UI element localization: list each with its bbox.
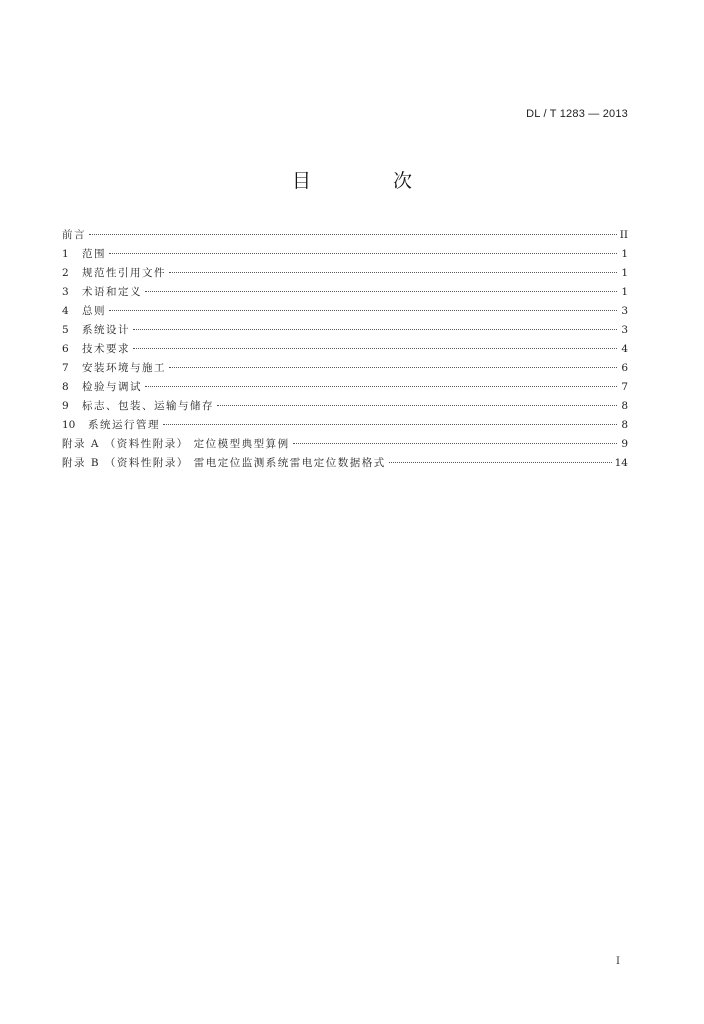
toc-entry-page: 9 — [621, 438, 628, 450]
toc-entry-page: 3 — [621, 324, 628, 336]
toc-entry-foreword[interactable] — [62, 226, 628, 245]
toc-entry-label: 规范性引用文件 — [82, 267, 166, 279]
page-title: 目 次 — [291, 170, 451, 192]
toc-entry-page: 7 — [621, 381, 628, 393]
toc-leader-dots — [133, 348, 617, 349]
toc-entry-number: 7 — [62, 362, 69, 374]
toc-entry-label: 术语和定义 — [82, 286, 142, 298]
toc-entry-4[interactable] — [62, 302, 628, 321]
toc-entry-number: 2 — [62, 267, 69, 279]
toc-entry-page: 6 — [621, 362, 628, 374]
toc-entry-appendix-b[interactable] — [62, 454, 628, 473]
toc-entry-label: 系统设计 — [82, 324, 130, 336]
toc-entry-7[interactable] — [62, 359, 628, 378]
toc-entry-number: 5 — [62, 324, 69, 336]
toc-entry-label: 标志、包装、运输与储存 — [82, 400, 214, 412]
toc-leader-dots — [145, 291, 617, 292]
toc-entry-number: 4 — [62, 305, 69, 317]
toc-entry-label: 附录 A （资料性附录） 定位模型典型算例 — [62, 438, 290, 450]
toc-entry-page: 4 — [621, 343, 628, 355]
toc-entry-8[interactable] — [62, 378, 628, 397]
toc-entry-number: 8 — [62, 381, 69, 393]
toc-entry-page: 1 — [621, 286, 628, 298]
toc-entry-page: 1 — [621, 267, 628, 279]
toc-leader-dots — [169, 272, 617, 273]
toc-leader-dots — [89, 234, 617, 235]
toc-entry-label: 前言 — [62, 229, 86, 241]
toc-entry-3[interactable] — [62, 283, 628, 302]
toc-leader-dots — [389, 462, 612, 463]
toc-entry-label: 技术要求 — [82, 343, 130, 355]
toc-entry-label: 附录 B （资料性附录） 雷电定位监测系统雷电定位数据格式 — [62, 457, 386, 469]
toc-leader-dots — [293, 443, 617, 444]
toc-entry-page: II — [619, 229, 628, 241]
toc-entry-6[interactable] — [62, 340, 628, 359]
standard-code: DL / T 1283 — 2013 — [526, 108, 628, 120]
toc-entry-label: 检验与调试 — [82, 381, 142, 393]
toc-entry-number: 6 — [62, 343, 69, 355]
toc-leader-dots — [133, 329, 617, 330]
toc-entry-5[interactable] — [62, 321, 628, 340]
page-number: I — [616, 956, 620, 967]
toc-entry-number: 9 — [62, 400, 69, 412]
toc-entry-label: 总则 — [82, 305, 106, 317]
toc-leader-dots — [145, 386, 617, 387]
toc-entry-9[interactable] — [62, 397, 628, 416]
toc-entry-page: 14 — [614, 457, 628, 469]
toc-entry-number: 10 — [62, 419, 76, 431]
toc-leader-dots — [109, 310, 617, 311]
toc-entry-page: 8 — [621, 400, 628, 412]
toc-leader-dots — [217, 405, 617, 406]
table-of-contents — [62, 226, 628, 473]
toc-entry-appendix-a[interactable] — [62, 435, 628, 454]
toc-entry-10[interactable] — [62, 416, 628, 435]
toc-entry-label: 系统运行管理 — [88, 419, 160, 431]
toc-leader-dots — [163, 424, 617, 425]
toc-leader-dots — [109, 253, 617, 254]
toc-entry-label: 范围 — [82, 248, 106, 260]
toc-entry-page: 8 — [621, 419, 628, 431]
toc-entry-page: 3 — [621, 305, 628, 317]
toc-leader-dots — [169, 367, 617, 368]
toc-entry-1[interactable] — [62, 245, 628, 264]
toc-entry-page: 1 — [621, 248, 628, 260]
toc-entry-label: 安装环境与施工 — [82, 362, 166, 374]
toc-entry-2[interactable] — [62, 264, 628, 283]
toc-entry-number: 3 — [62, 286, 69, 298]
toc-entry-number: 1 — [62, 248, 69, 260]
